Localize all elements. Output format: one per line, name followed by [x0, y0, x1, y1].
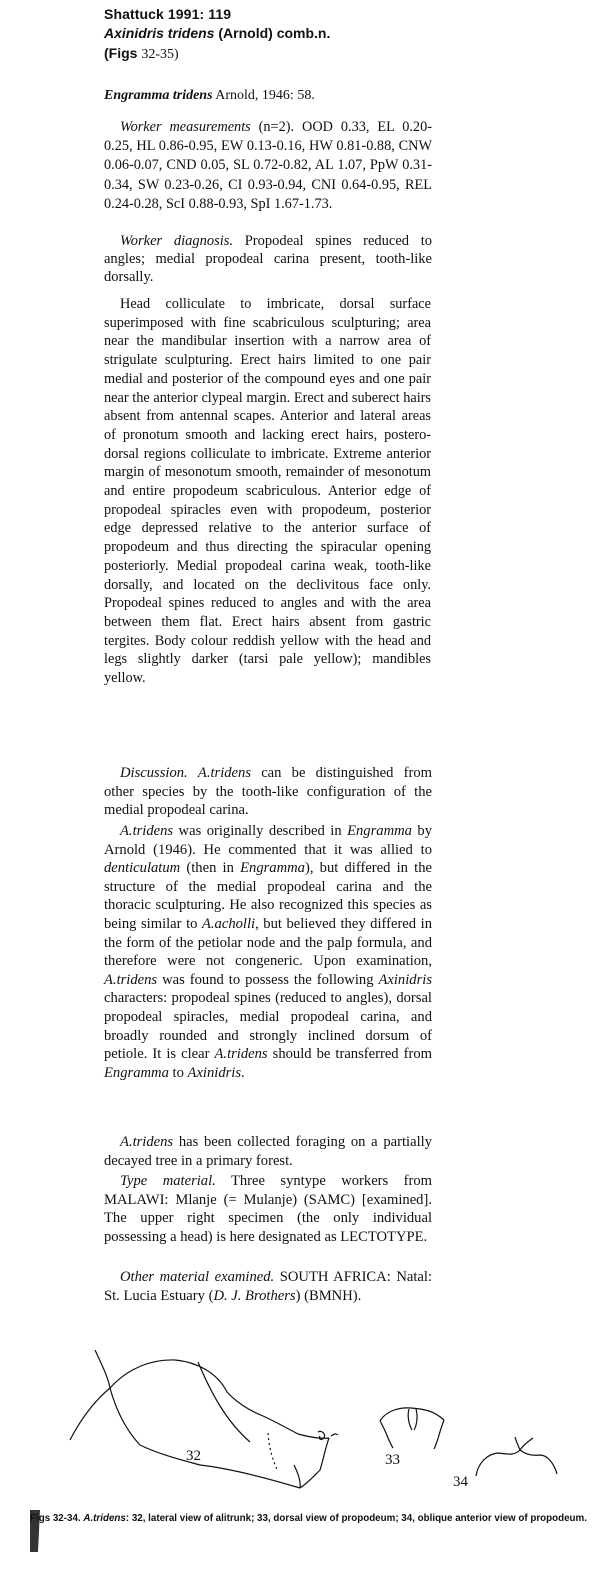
caption-species: A.tridens	[83, 1513, 126, 1524]
figure-32-label: 32	[186, 1448, 201, 1464]
arnold-genus-2: Engramma	[240, 860, 305, 877]
arnold-text-6: was found to possess the following	[157, 971, 379, 988]
arnold-history-paragraph	[104, 822, 432, 1082]
arnold-species-2: A.tridens	[104, 971, 158, 988]
worker-diagnosis-lead: Worker diagnosis.	[120, 233, 234, 249]
taxon-genus: Axinidris	[104, 25, 164, 41]
taxon-authority: (Arnold) comb.n.	[218, 25, 331, 41]
arnold-text-8: should be transferred from	[267, 1046, 433, 1063]
arnold-text-9: to	[168, 1064, 188, 1081]
worker-measurements-paragraph	[104, 118, 432, 214]
arnold-genus-1: Engramma	[347, 823, 412, 839]
arnold-text-4: ), but differed in the structure of the medial propodeal carina and the thoracic sculpturing. He also recognized this species as being similar to	[104, 860, 432, 932]
caption-text: : 32, lateral view of alitrunk; 33, dorsal view of propodeum; 34, oblique anterior view of propodeum.	[125, 1513, 587, 1524]
figure-caption	[30, 1512, 590, 1526]
fig34-propodeum-oblique-drawing	[476, 1437, 557, 1476]
arnold-species-1: A.tridens	[120, 823, 174, 839]
arnold-acholli: A.acholli	[201, 915, 256, 932]
figures-reference-prefix: (Figs	[104, 45, 138, 61]
discussion-species: A.tridens	[197, 765, 252, 781]
fig33-propodeum-dorsal-drawing	[380, 1408, 444, 1449]
other-material-collector: D. J. Brothers	[213, 1287, 296, 1304]
worker-diagnosis-text: Propodeal spines reduced to angles; medial propodeal carina present, tooth-like dorsally.	[104, 233, 432, 286]
collected-text: has been collected foraging on a partially decayed tree in a primary forest.	[104, 1134, 432, 1169]
arnold-text-5: , but believed they differed in the form of the petiolar node and the palp formula, and therefore were not congeneric. Upon examination,	[104, 915, 432, 970]
collected-species: A.tridens	[120, 1134, 174, 1150]
arnold-genus-3: Axinidris	[378, 971, 432, 988]
worker-diagnosis-paragraph	[104, 232, 432, 287]
figure-33-label: 33	[385, 1452, 400, 1468]
synonym-citation: Arnold, 1946: 58.	[215, 88, 315, 103]
synonym-line	[104, 88, 315, 104]
type-material-paragraph	[104, 1172, 432, 1246]
worker-measurements-text: (n=2). OOD 0.33, EL 0.20-0.25, HL 0.86-0.95, EW 0.13-0.16, HW 0.81-0.88, CNW 0.06-0.07, CND 0.05, SL 0.72-0.82, AL 1.07, PpW 0.31-0.34, SW 0.23-0.26, CI 0.93-0.94, CNI 0.64-0.95, REL 0.24-0.28, ScI 0.88-0.93, SpI 1.67-1.73.	[104, 119, 432, 212]
fig32-alitrunk-lateral-drawing	[70, 1350, 338, 1488]
figures-reference-range: 32-35)	[141, 47, 179, 62]
arnold-genus-5: Axinidris	[187, 1064, 242, 1081]
type-material-text: Three syntype workers from MALAWI: Mlanje (= Mulanje) (SAMC) [examined]. The upper right specimen (the only individual possessing a head) is here designated as LECTOTYPE.	[104, 1173, 432, 1245]
worker-description-text: Head colliculate to imbricate, dorsal surface superimposed with fine scabriculous sculpturing; area near the mandibular insertion with a narrow area of strigulate sculpturing. Erect hairs limited to one pair medial and posterior of the compound eyes and one pair near the anterior clypeal margin. Erect and suberect hairs absent from antennal scapes. Anterior and lateral areas of pronotum smooth and lacking erect hairs, postero-dorsal regions colliculate to imbricate. Extreme anterior margin of mesonotum smooth, remainder of mesonotum and entire propodeum scabriculous. Anterior edge of propodeal spiracles even with propodeum, posterior edge depressed relative to the anterior surface of propodeum and thus directing the spiracular opening posteriorly. Medial propodeal carina weak, tooth-like dorsally, and located on the declivitous face only. Propodeal spines reduced to angles and with the area between them flat. Erect hairs absent from gastric tergites. Body colour reddish yellow with the head and legs slightly darker (tarsi pale yellow); mandibles yellow.	[104, 296, 431, 687]
arnold-text-1: was originally described in	[173, 823, 348, 839]
synonym-name: Engramma tridens	[104, 88, 213, 103]
figure-34-label: 34	[453, 1474, 468, 1490]
figure-illustrations	[50, 1350, 570, 1495]
arnold-species-3: A.tridens	[214, 1046, 268, 1063]
arnold-text-3: (then in	[180, 860, 241, 877]
other-material-text-2: ) (BMNH).	[295, 1287, 362, 1304]
arnold-text-7: characters: propodeal spines (reduced to angles), dorsal propodeal spiracles, medial propodeal carina, and broadly rounded and strongly inclined dorsum of petiole. It is clear	[104, 990, 432, 1063]
arnold-denticulatum: denticulatum	[104, 860, 181, 877]
discussion-text: can be distinguished from other species by the tooth-like configuration of the medial propodeal carina.	[104, 765, 433, 819]
alitrunk-drawings	[50, 1350, 570, 1495]
caption-lead: Figs 32-34.	[30, 1513, 81, 1524]
discussion-paragraph	[104, 764, 432, 820]
taxon-species: tridens	[167, 25, 215, 41]
arnold-genus-4: Engramma	[104, 1064, 169, 1081]
type-material-lead: Type material.	[120, 1173, 216, 1189]
page-header	[104, 6, 231, 22]
taxon-title	[104, 24, 330, 42]
collection-habitat-paragraph	[104, 1133, 432, 1170]
other-material-lead: Other material examined.	[120, 1269, 275, 1285]
figures-reference	[104, 44, 179, 64]
discussion-space	[188, 765, 198, 781]
header-text: Shattuck 1991: 119	[104, 6, 232, 22]
other-material-paragraph	[104, 1268, 432, 1305]
other-material-text-1: SOUTH AFRICA: Natal: St. Lucia Estuary (	[104, 1269, 432, 1304]
worker-description-paragraph	[104, 295, 431, 688]
arnold-text-2: by Arnold (1946). He commented that it was allied to	[104, 823, 432, 858]
discussion-lead: Discussion.	[120, 765, 188, 781]
worker-measurements-lead: Worker measurements	[120, 119, 251, 135]
arnold-text-10: .	[241, 1064, 245, 1081]
